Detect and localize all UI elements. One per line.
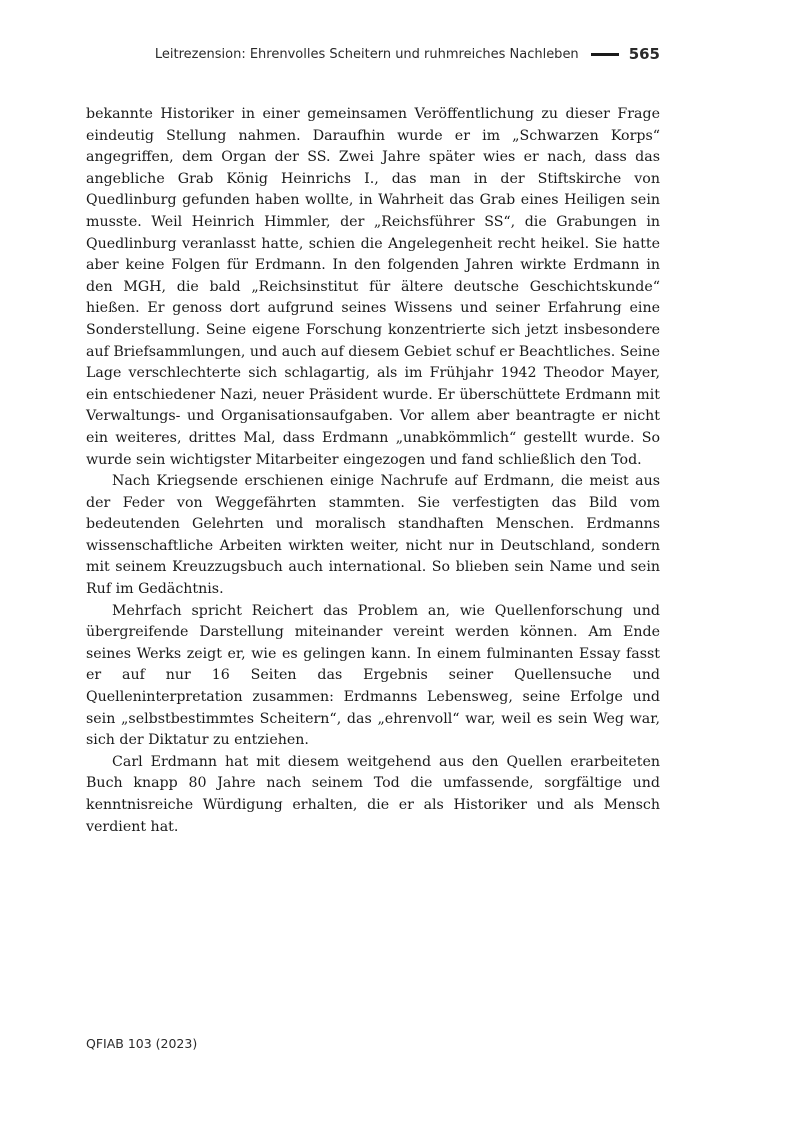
header-rule [591, 53, 619, 56]
paragraph-obituaries: Nach Kriegsende erschienen einige Nachrufe auf Erdmann, die meist aus der Feder von Weggefährten stammten. Sie verfestigten das Bild vom bedeutenden Gelehrten und moralisch standhaften Menschen. Erdmanns wissenschaftliche Arbeiten wirkten weiter, nicht nur in Deutschland, sondern mit seinem Kreuzzugsbuch auch international. So blieben sein Name und sein Ruf im Gedächtnis. [86, 473, 660, 598]
paragraph-method: Mehrfach spricht Reichert das Problem an, wie Quellenforschung und übergreifende Darstellung miteinander vereint werden können. Am Ende seines Werks zeigt er, wie es gelingen kann. In einem fulminanten Essay fasst er auf nur 16 Seiten das Ergebnis seiner Quellensuche und Quelleninterpretation zusammen: Erdmanns Lebensweg, seine Erfolge und sein „selbstbestimmtes Scheitern“, das „ehrenvoll“ war, weil es sein Weg war, sich der Diktatur zu entziehen. [86, 602, 660, 749]
page-number: 565 [628, 45, 660, 63]
running-title: Leitrezension: Ehrenvolles Scheitern und ruhmreiches Nachleben [154, 46, 579, 62]
paragraph-continuation: bekannte Historiker in einer gemeinsamen Veröffentlichung zu dieser Frage eindeutig Stellung nahmen. Daraufhin wurde er im „Schwarzen Korps“ angegriffen, dem Organ der SS. Zwei Jahre später wies er nach, dass das angebliche Grab König Heinrichs I., das man in der Stiftskirche von Quedlinburg gefunden haben wollte, in Wahrheit das Grab eines Heiligen sein musste. Weil Heinrich Himmler, der „Reichsführer SS“, die Grabungen in Quedlinburg veranlasst hatte, schien die Angelegenheit recht heikel. Sie hatte aber keine Folgen für Erdmann. In den folgenden Jahren wirkte Erdmann in den MGH, die bald „Reichsinstitut für ältere deutsche Geschichtskunde“ hießen. Er genoss dort aufgrund seines Wissens und seiner Erfahrung eine Sonderstellung. Seine eigene Forschung konzentrierte sich jetzt insbesondere auf Briefsammlungen, und auch auf diesem Gebiet schuf er Beachtliches. Seine Lage verschlechterte sich schlagartig, als im Frühjahr 1942 Theodor Mayer, ein entschiedener Nazi, neuer Präsident wurde. Er überschüttete Erdmann mit Verwaltungs- und Organisationsaufgaben. Vor allem aber beantragte er nicht ein weiteres, drittes Mal, dass Erdmann „unabkömmlich“ gestellt wurde. So wurde sein wichtigster Mitarbeiter eingezogen und fand schließlich den Tod. [86, 106, 660, 468]
running-header [86, 42, 660, 66]
body-text [86, 104, 660, 838]
paragraph-conclusion: Carl Erdmann hat mit diesem weitgehend aus den Quellen erarbeiteten Buch knapp 80 Jahre nach seinem Tod die umfassende, sorgfältige und kenntnisreiche Würdigung erhalten, die er als Historiker und als Mensch verdient hat. [86, 753, 660, 835]
journal-footer: QFIAB 103 (2023) [86, 1036, 198, 1051]
